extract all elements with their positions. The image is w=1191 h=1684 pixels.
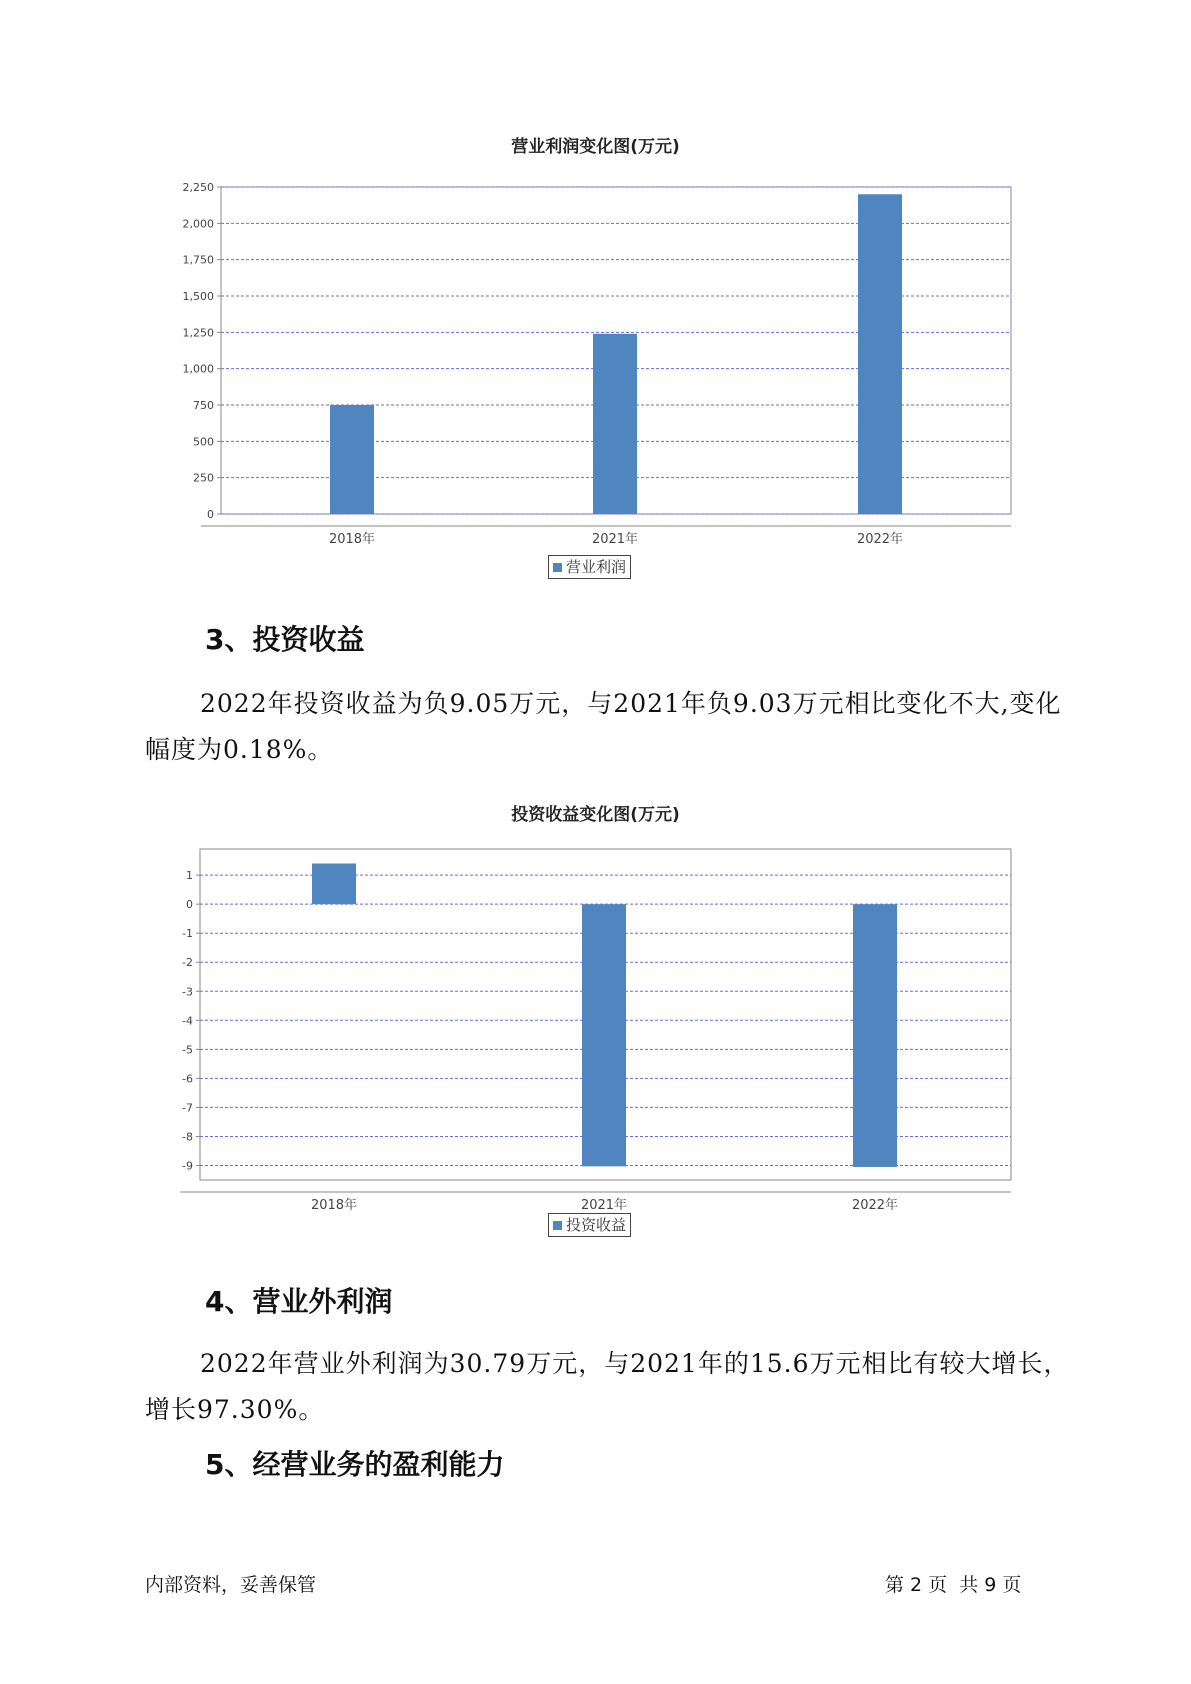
section3-paragraph: 2022年投资收益为负9.05万元，与2021年负9.03万元相比变化不大,变化幅度为0.18%。 — [145, 689, 1062, 764]
chart1-category-label: 2022年 — [856, 532, 904, 547]
legend-swatch — [553, 1221, 562, 1230]
chart2-bar — [853, 904, 897, 1167]
chart1-ytick-label: 0 — [207, 508, 214, 521]
chart1-ytick-label: 500 — [193, 435, 214, 449]
chart1-category-label: 2018年 — [328, 532, 376, 547]
chart2-category-label: 2021年 — [580, 1198, 628, 1213]
chart2-bar — [582, 904, 626, 1166]
chart1-legend-label: 营业利润 — [566, 558, 627, 576]
chart1-category-label: 2021年 — [591, 532, 639, 547]
chart2-ytick-label: -9 — [182, 1159, 193, 1173]
chart1-title: 营业利润变化图(万元) — [511, 137, 680, 157]
chart2-ytick-label: 0 — [186, 898, 193, 912]
chart1-ytick-label: 1,000 — [182, 362, 214, 376]
chart1-ytick-label: 1,250 — [182, 326, 214, 340]
chart2-ytick-label: -4 — [182, 1014, 193, 1028]
page-number: 第 2 页 共 9 页 — [885, 1574, 1022, 1596]
chart1-ytick-label: 1,500 — [182, 290, 214, 303]
chart1-ytick-label: 1,750 — [182, 253, 214, 267]
chart2-ytick-label: -3 — [182, 985, 193, 999]
chart2-ytick-label: -2 — [182, 956, 193, 970]
section4-paragraph: 2022年营业外利润为30.79万元，与2021年的15.6万元相比有较大增长，增长97.30%。 — [145, 1349, 1070, 1424]
chart2-ytick-label: -6 — [182, 1072, 193, 1086]
chart1-ytick-label: 250 — [193, 471, 214, 485]
chart1-ytick-label: 2,250 — [182, 181, 214, 194]
chart2-legend — [548, 1213, 631, 1237]
section5-heading: 5、经营业务的盈利能力 — [205, 1448, 505, 1481]
chart2-legend-label: 投资收益 — [566, 1216, 627, 1234]
chart2-category-label: 2022年 — [851, 1198, 899, 1213]
chart2-ytick-label: -8 — [182, 1130, 193, 1144]
chart1-ytick-label: 750 — [193, 399, 214, 412]
section3-heading: 3、投资收益 — [205, 623, 365, 656]
chart2-category-label: 2018年 — [310, 1198, 358, 1213]
chart2-ytick-label: 1 — [186, 869, 193, 883]
section4-heading: 4、营业外利润 — [205, 1285, 393, 1318]
chart2-ytick-label: -7 — [182, 1101, 193, 1115]
chart2-ytick-label: -1 — [182, 927, 193, 941]
chart1-ytick-label: 2,000 — [182, 217, 214, 231]
chart2-bar — [312, 864, 356, 905]
chart2-title: 投资收益变化图(万元) — [511, 805, 680, 825]
footer-note: 内部资料，妥善保管 — [145, 1574, 317, 1596]
chart2-ytick-label: -5 — [182, 1043, 193, 1057]
